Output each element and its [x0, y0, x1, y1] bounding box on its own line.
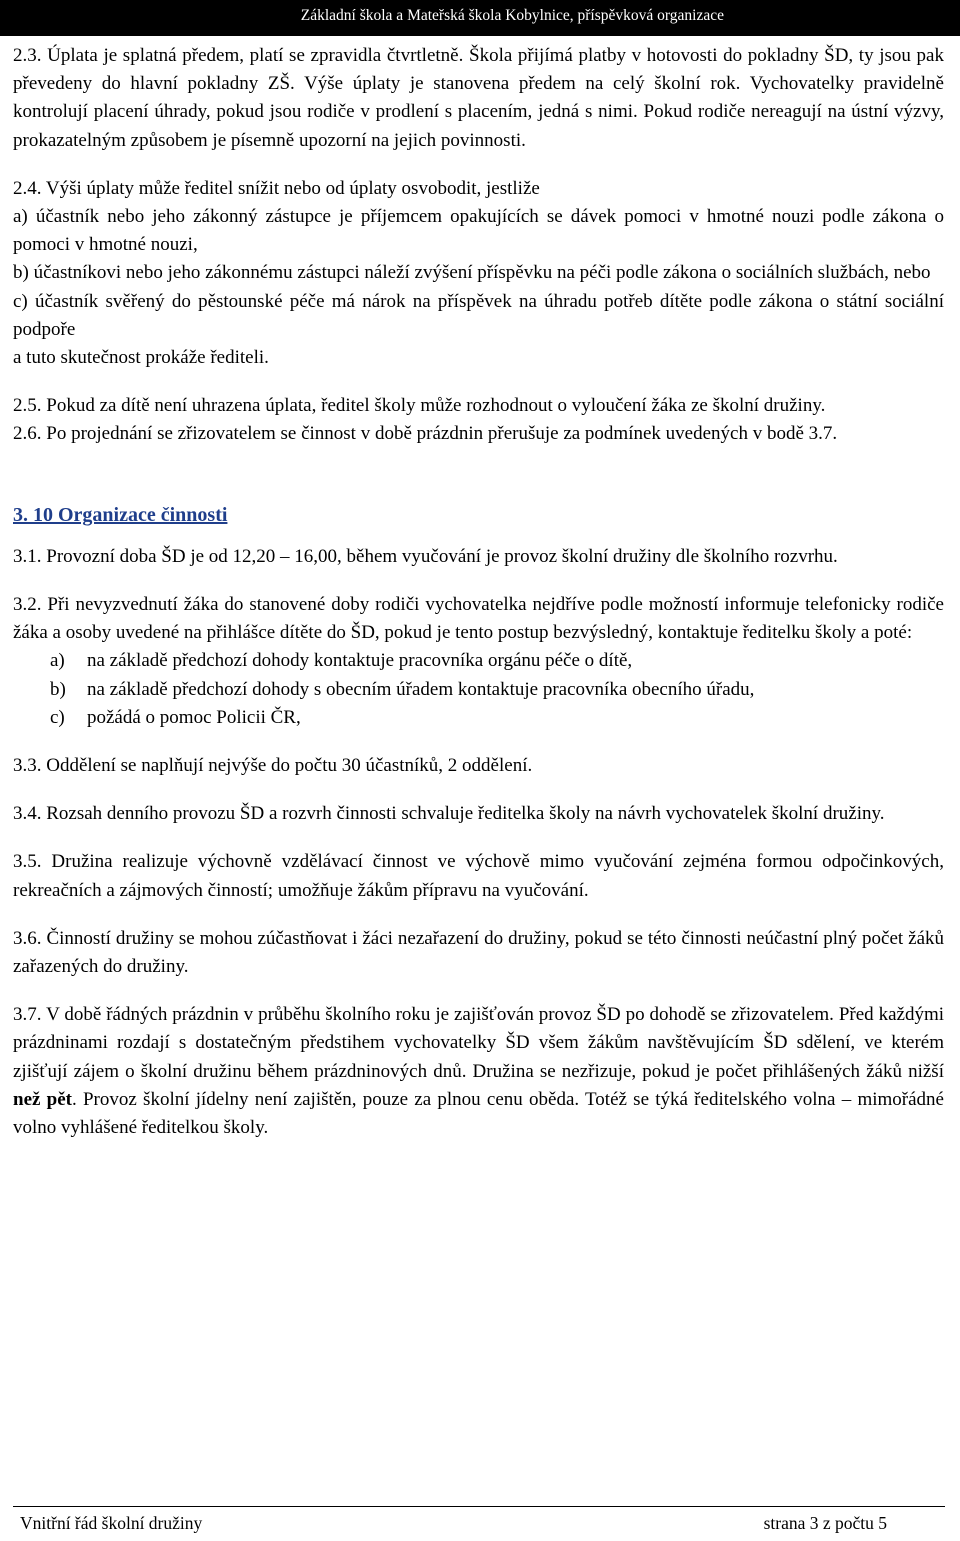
paragraph-3-7	[13, 1001, 944, 1142]
paragraph-3-5: 3.5. Družina realizuje výchovně vzdělávací činnost ve výchově mimo vyučování zejména formou odpočinkových, rekreačních a zájmových činností; umožňuje žákům přípravu na vyučování.	[13, 851, 944, 901]
paragraph-3-7-text-b: . Provoz školní jídelny není zajištěn, pouze za plnou cenu oběda. Totéž se týká ředitelského volna – mimořádné volno vyhlášené ředitelkou školy.	[13, 1088, 944, 1139]
footer-divider	[13, 1506, 945, 1507]
list-item-text: na základě předchozí dohody kontaktuje pracovníka orgánu péče o dítě,	[87, 650, 633, 672]
paragraph-3-2: 3.2. Při nevyzvednutí žáka do stanovené doby rodiči vychovatelka nejdříve podle možností informuje telefonicky rodiče žáka a osoby uvedené na přihlášce dítěte do ŠD, pokud je tento postup bezvýsledný, kontaktuje ředitelku školy a poté:	[13, 594, 944, 644]
paragraph-2-3: 2.3. Úplata je splatná předem, platí se zpravidla čtvrtletně. Škola přijímá platby v hotovosti do pokladny ŠD, ty jsou pak převedeny do hlavní pokladny ZŠ. Výše úplaty je stanovena předem na celý školní rok. Vychovatelky pravidelně kontrolují placení úhrady, pokud jsou rodiče v prodlení s placením, jedná s nimi. Pokud rodiče nereagují na ústní výzvy, prokazatelným způsobem je písemně upozorní na jejich povinnosti.	[13, 45, 944, 151]
footer-page-number: strana 3 z počtu 5	[763, 1513, 887, 1533]
paragraph-3-7-text-a: 3.7. V době řádných prázdnin v průběhu školního roku je zajišťován provoz ŠD po dohodě se zřizovatelem. Před každými prázdninami rozdají s dostatečným předstihem vychovatelky ŠD všem žákům navštěvujícím ŠD sdělení, ve kterém zjišťují zájem o školní družinu během prázdninových dnů. Družina se nezřizuje, pokud je počet přihlášených žáků nižší	[13, 1004, 944, 1082]
list-item-text: požádá o pomoc Policii ČR,	[87, 706, 301, 728]
paragraph-3-4: 3.4. Rozsah denního provozu ŠD a rozvrh činnosti schvaluje ředitelka školy na návrh vychovatelek školní družiny.	[13, 803, 885, 825]
paragraph-2-4-a: a) účastník nebo jeho zákonný zástupce je příjemcem opakujících se dávek pomoci v hmotné nouzi podle zákona o pomoci v hmotné nouzi,	[13, 206, 944, 256]
header-title: Základní škola a Mateřská škola Kobylnice, příspěvková organizace	[300, 7, 724, 24]
section-heading-3: 3. 10 Organizace činnosti	[13, 503, 228, 526]
paragraph-2-4-end: a tuto skutečnost prokáže řediteli.	[13, 347, 269, 369]
list-marker: c)	[50, 706, 65, 728]
list-marker: b)	[50, 678, 66, 700]
paragraph-2-4-c: c) účastník svěřený do pěstounské péče má nárok na příspěvek na úhradu potřeb dítěte podle zákona o státní sociální podpoře	[13, 290, 944, 340]
footer-document-title: Vnitřní řád školní družiny	[20, 1513, 203, 1533]
paragraph-3-3: 3.3. Oddělení se naplňují nejvýše do počtu 30 účastníků, 2 oddělení.	[13, 755, 533, 777]
list-marker: a)	[50, 650, 65, 672]
list-item	[13, 676, 944, 704]
paragraph-2-6: 2.6. Po projednání se zřizovatelem se činnost v době prázdnin přerušuje za podmínek uvedených v bodě 3.7.	[13, 423, 838, 445]
paragraph-2-4-b: b) účastníkovi nebo jeho zákonnému zástupci náleží zvýšení příspěvku na péči podle zákona o sociálních službách, nebo	[13, 262, 931, 284]
paragraph-3-2-list	[13, 647, 944, 732]
paragraph-3-6: 3.6. Činností družiny se mohou zúčastňovat i žáci nezařazení do družiny, pokud se této činnosti neúčastní plný počet žáků zařazených do družiny.	[13, 927, 944, 978]
paragraph-3-1: 3.1. Provozní doba ŠD je od 12,20 – 16,00, během vyučování je provoz školní družiny dle školního rozvrhu.	[13, 545, 838, 567]
paragraph-2-5: 2.5. Pokud za dítě není uhrazena úplata, ředitel školy může rozhodnout o vyloučení žáka ze školní družiny.	[13, 395, 826, 417]
list-item-text: na základě předchozí dohody s obecním úřadem kontaktuje pracovníka obecního úřadu,	[87, 678, 755, 700]
paragraph-3-7-bold: než pět	[13, 1088, 72, 1110]
document-body	[13, 42, 944, 1142]
list-item	[13, 704, 944, 732]
list-item	[13, 647, 944, 675]
paragraph-2-4-intro: 2.4. Výši úplaty může ředitel snížit nebo od úplaty osvobodit, jestliže	[13, 177, 540, 199]
page-header	[0, 0, 960, 36]
